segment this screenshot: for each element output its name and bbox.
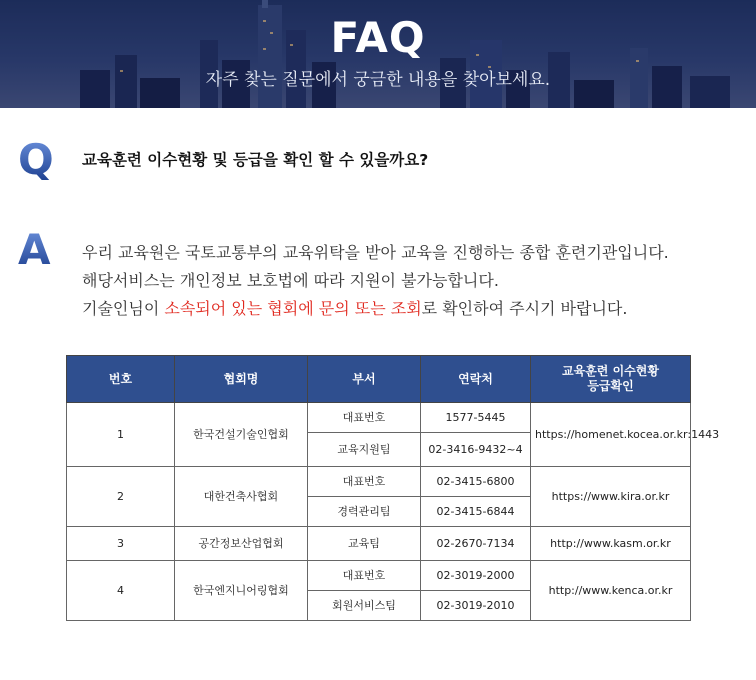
table-row: [67, 403, 691, 433]
table-row: [67, 467, 691, 497]
question-block: [0, 135, 756, 184]
row-dept: 대표번호: [308, 467, 421, 497]
page-title: FAQ: [330, 13, 426, 62]
row-phone: 02-3416-9432~4: [421, 433, 531, 467]
row-phone: 02-3415-6844: [421, 497, 531, 527]
row-org: 공간정보산업협회: [175, 527, 308, 561]
row-org: 대한건축사협회: [175, 467, 308, 527]
row-url-link[interactable]: https://homenet.kocea.or.kr:1443: [531, 403, 691, 467]
table-header-row: [67, 356, 691, 403]
row-url-link[interactable]: http://www.kenca.or.kr: [531, 561, 691, 621]
header-no: 번호: [67, 356, 175, 403]
row-no: 1: [67, 403, 175, 467]
header-org: 협회명: [175, 356, 308, 403]
header-check: [531, 356, 691, 403]
header-check-line1: 교육훈련 이수현황: [562, 364, 659, 378]
row-org: 한국건설기술인협회: [175, 403, 308, 467]
question-marker: Q: [18, 135, 54, 184]
answer-highlight: 소속되어 있는 협회에 문의 또는 조회: [164, 299, 422, 318]
row-phone: 02-3019-2010: [421, 591, 531, 621]
answer-line-3-suffix: 로 확인하여 주시기 바랍니다.: [421, 299, 628, 318]
row-phone: 02-3415-6800: [421, 467, 531, 497]
row-org: 한국엔지니어링협회: [175, 561, 308, 621]
faq-banner: [0, 0, 756, 108]
row-no: 3: [67, 527, 175, 561]
answer-line-3: [82, 295, 669, 323]
answer-text: [82, 239, 669, 323]
row-dept: 교육지원팀: [308, 433, 421, 467]
row-no: 4: [67, 561, 175, 621]
row-phone: 1577-5445: [421, 403, 531, 433]
answer-line-2: 해당서비스는 개인정보 보호법에 따라 지원이 불가능합니다.: [82, 271, 499, 290]
header-dept: 부서: [308, 356, 421, 403]
row-dept: 회원서비스팀: [308, 591, 421, 621]
row-no: 2: [67, 467, 175, 527]
row-url-link[interactable]: http://www.kasm.or.kr: [531, 527, 691, 561]
answer-block: [0, 225, 756, 338]
association-contact-table: [66, 355, 720, 621]
answer-line-3-prefix: 기술인님이: [82, 299, 165, 318]
row-dept: 경력관리팀: [308, 497, 421, 527]
table-row: [67, 561, 691, 591]
row-dept: 대표번호: [308, 561, 421, 591]
row-phone: 02-2670-7134: [421, 527, 531, 561]
answer-line-1: 우리 교육원은 국토교통부의 교육위탁을 받아 교육을 진행하는 종합 훈련기관입니다.: [82, 243, 669, 262]
row-dept: 교육팀: [308, 527, 421, 561]
table-row: [67, 527, 691, 561]
page-subtitle: 자주 찾는 질문에서 궁금한 내용을 찾아보세요.: [205, 70, 551, 90]
row-dept: 대표번호: [308, 403, 421, 433]
answer-marker: A: [18, 225, 51, 274]
header-check-line2: 등급확인: [587, 379, 634, 393]
question-text: 교육훈련 이수현황 및 등급을 확인 할 수 있을까요?: [82, 151, 429, 169]
row-url-link[interactable]: https://www.kira.or.kr: [531, 467, 691, 527]
header-contact: 연락처: [421, 356, 531, 403]
row-phone: 02-3019-2000: [421, 561, 531, 591]
